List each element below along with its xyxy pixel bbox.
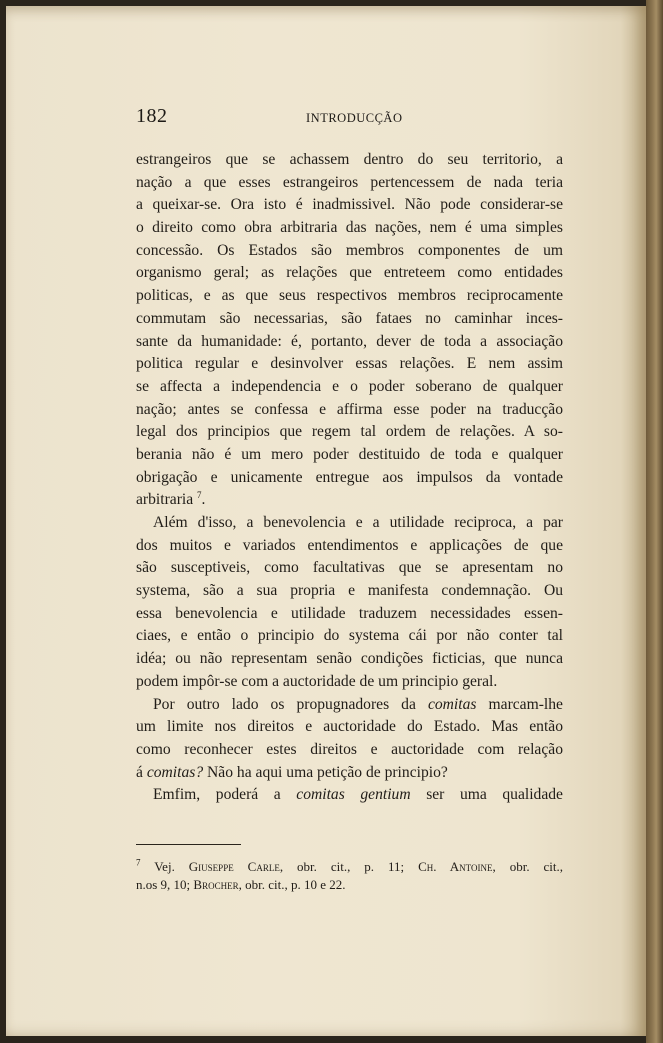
text-line <box>136 762 563 785</box>
text-line: obrigação e unicamente entregue aos impulsos da vontade <box>136 468 563 486</box>
text-line: ciaes, e então o principio do systema cái por não conter tal <box>136 627 563 645</box>
text-fragment: ser uma qualidade <box>426 786 563 804</box>
text-line: se affecta a independencia e o poder soberano de qualquer <box>136 377 563 395</box>
text-line: estrangeiros que se achassem dentro do seu territorio, a <box>136 151 563 168</box>
footnote-line <box>136 876 563 894</box>
book-page <box>6 6 646 1036</box>
paragraph-start-line <box>136 784 563 807</box>
footnote-text: , obr. cit., p. 10 e 22. <box>238 877 346 892</box>
text-line: como reconhecer estes direitos e auctoridade com relação <box>136 740 563 758</box>
text-line: essa benevolencia e utilidade traduzem necessidades essen- <box>136 604 563 622</box>
book-spine-edge <box>646 0 663 1043</box>
author-name: Brocher <box>193 877 239 892</box>
text-fragment: á <box>136 763 143 781</box>
text-line: concessão. Os Estados são membros componentes de um <box>136 241 563 259</box>
footnotes <box>136 858 563 894</box>
text-line: um limite nos direitos e auctoridade do Estado. Mas então <box>136 718 563 736</box>
text-line: podem impôr-se com a auctoridade de um principio geral. <box>136 672 498 690</box>
text-fragment: Por outro lado os propugnadores da <box>153 695 416 713</box>
text-fragment: Emfim, poderá a <box>153 786 281 804</box>
text-line: a queixar-se. Ora isto é inadmissivel. Não pode considerar-se <box>136 196 563 214</box>
page-number: 182 <box>136 105 168 127</box>
footnote-text: , obr. cit., p. 11; <box>279 859 405 874</box>
text-line: são susceptiveis, como facultativas que se apresentam no <box>136 559 563 577</box>
footnote-line <box>136 858 563 876</box>
running-head: INTRODUCÇÃO <box>306 111 403 125</box>
italic-term: comitas <box>427 695 477 713</box>
text-line: organismo geral; as relações que entreteem como entidades <box>136 264 563 282</box>
text-line: politicas, e as que seus respectivos membros reciprocamente <box>136 287 563 305</box>
text-fragment: arbitraria <box>136 491 194 509</box>
page-header <box>136 105 558 135</box>
author-name: Giuseppe Carle <box>188 859 280 874</box>
text-line: berania não é um mero poder destituido de toda e qualquer <box>136 445 563 463</box>
paragraph-start-line: Além d'isso, a benevolencia e a utilidade reciproca, a par <box>153 514 563 531</box>
footnote-text: n.os 9, 10; <box>136 877 191 892</box>
text-line: legal dos principios que regem tal ordem de relações. A so- <box>136 423 563 441</box>
footnote-text: Vej. <box>154 859 175 874</box>
author-name: Ch. Antoine <box>418 859 493 874</box>
text-line: dos muitos e variados entendimentos e applicações de que <box>136 536 563 554</box>
text-fragment: marcam-lhe <box>488 695 563 713</box>
footnote-reference[interactable]: 7 <box>197 490 202 501</box>
footnote-text: , obr. cit., <box>492 859 564 874</box>
text-line: nação; antes se confessa e affirma esse poder na traducção <box>136 400 563 418</box>
text-line: arbitraria $^7$. <box>136 490 206 509</box>
text-line: systema, são a sua propria e manifesta condemnação. Ou <box>136 582 563 600</box>
text-line: commutam são necessarias, são fataes no caminhar inces- <box>136 309 563 327</box>
text-line: o direito como obra arbitraria das nações, nem é uma simples <box>136 219 563 237</box>
italic-term: comitas? <box>146 763 204 781</box>
text-line: idéa; ou não representam senão condições ficticias, que nunca <box>136 650 563 668</box>
footnote-marker: 7 <box>136 857 141 868</box>
body-text <box>136 149 563 807</box>
footnote-divider <box>136 844 241 845</box>
text-line: politica regular e desinvolver essas relações. E nem assim <box>136 355 563 373</box>
text-fragment: Não ha aqui uma petição de principio? <box>207 763 448 781</box>
paragraph-start-line <box>136 694 563 717</box>
text-line: nação a que esses estrangeiros pertencessem de nada teria <box>136 173 563 191</box>
text-line: sante da humanidade: é, portanto, dever de toda a associação <box>136 332 563 350</box>
italic-term: comitas gentium <box>296 786 411 804</box>
